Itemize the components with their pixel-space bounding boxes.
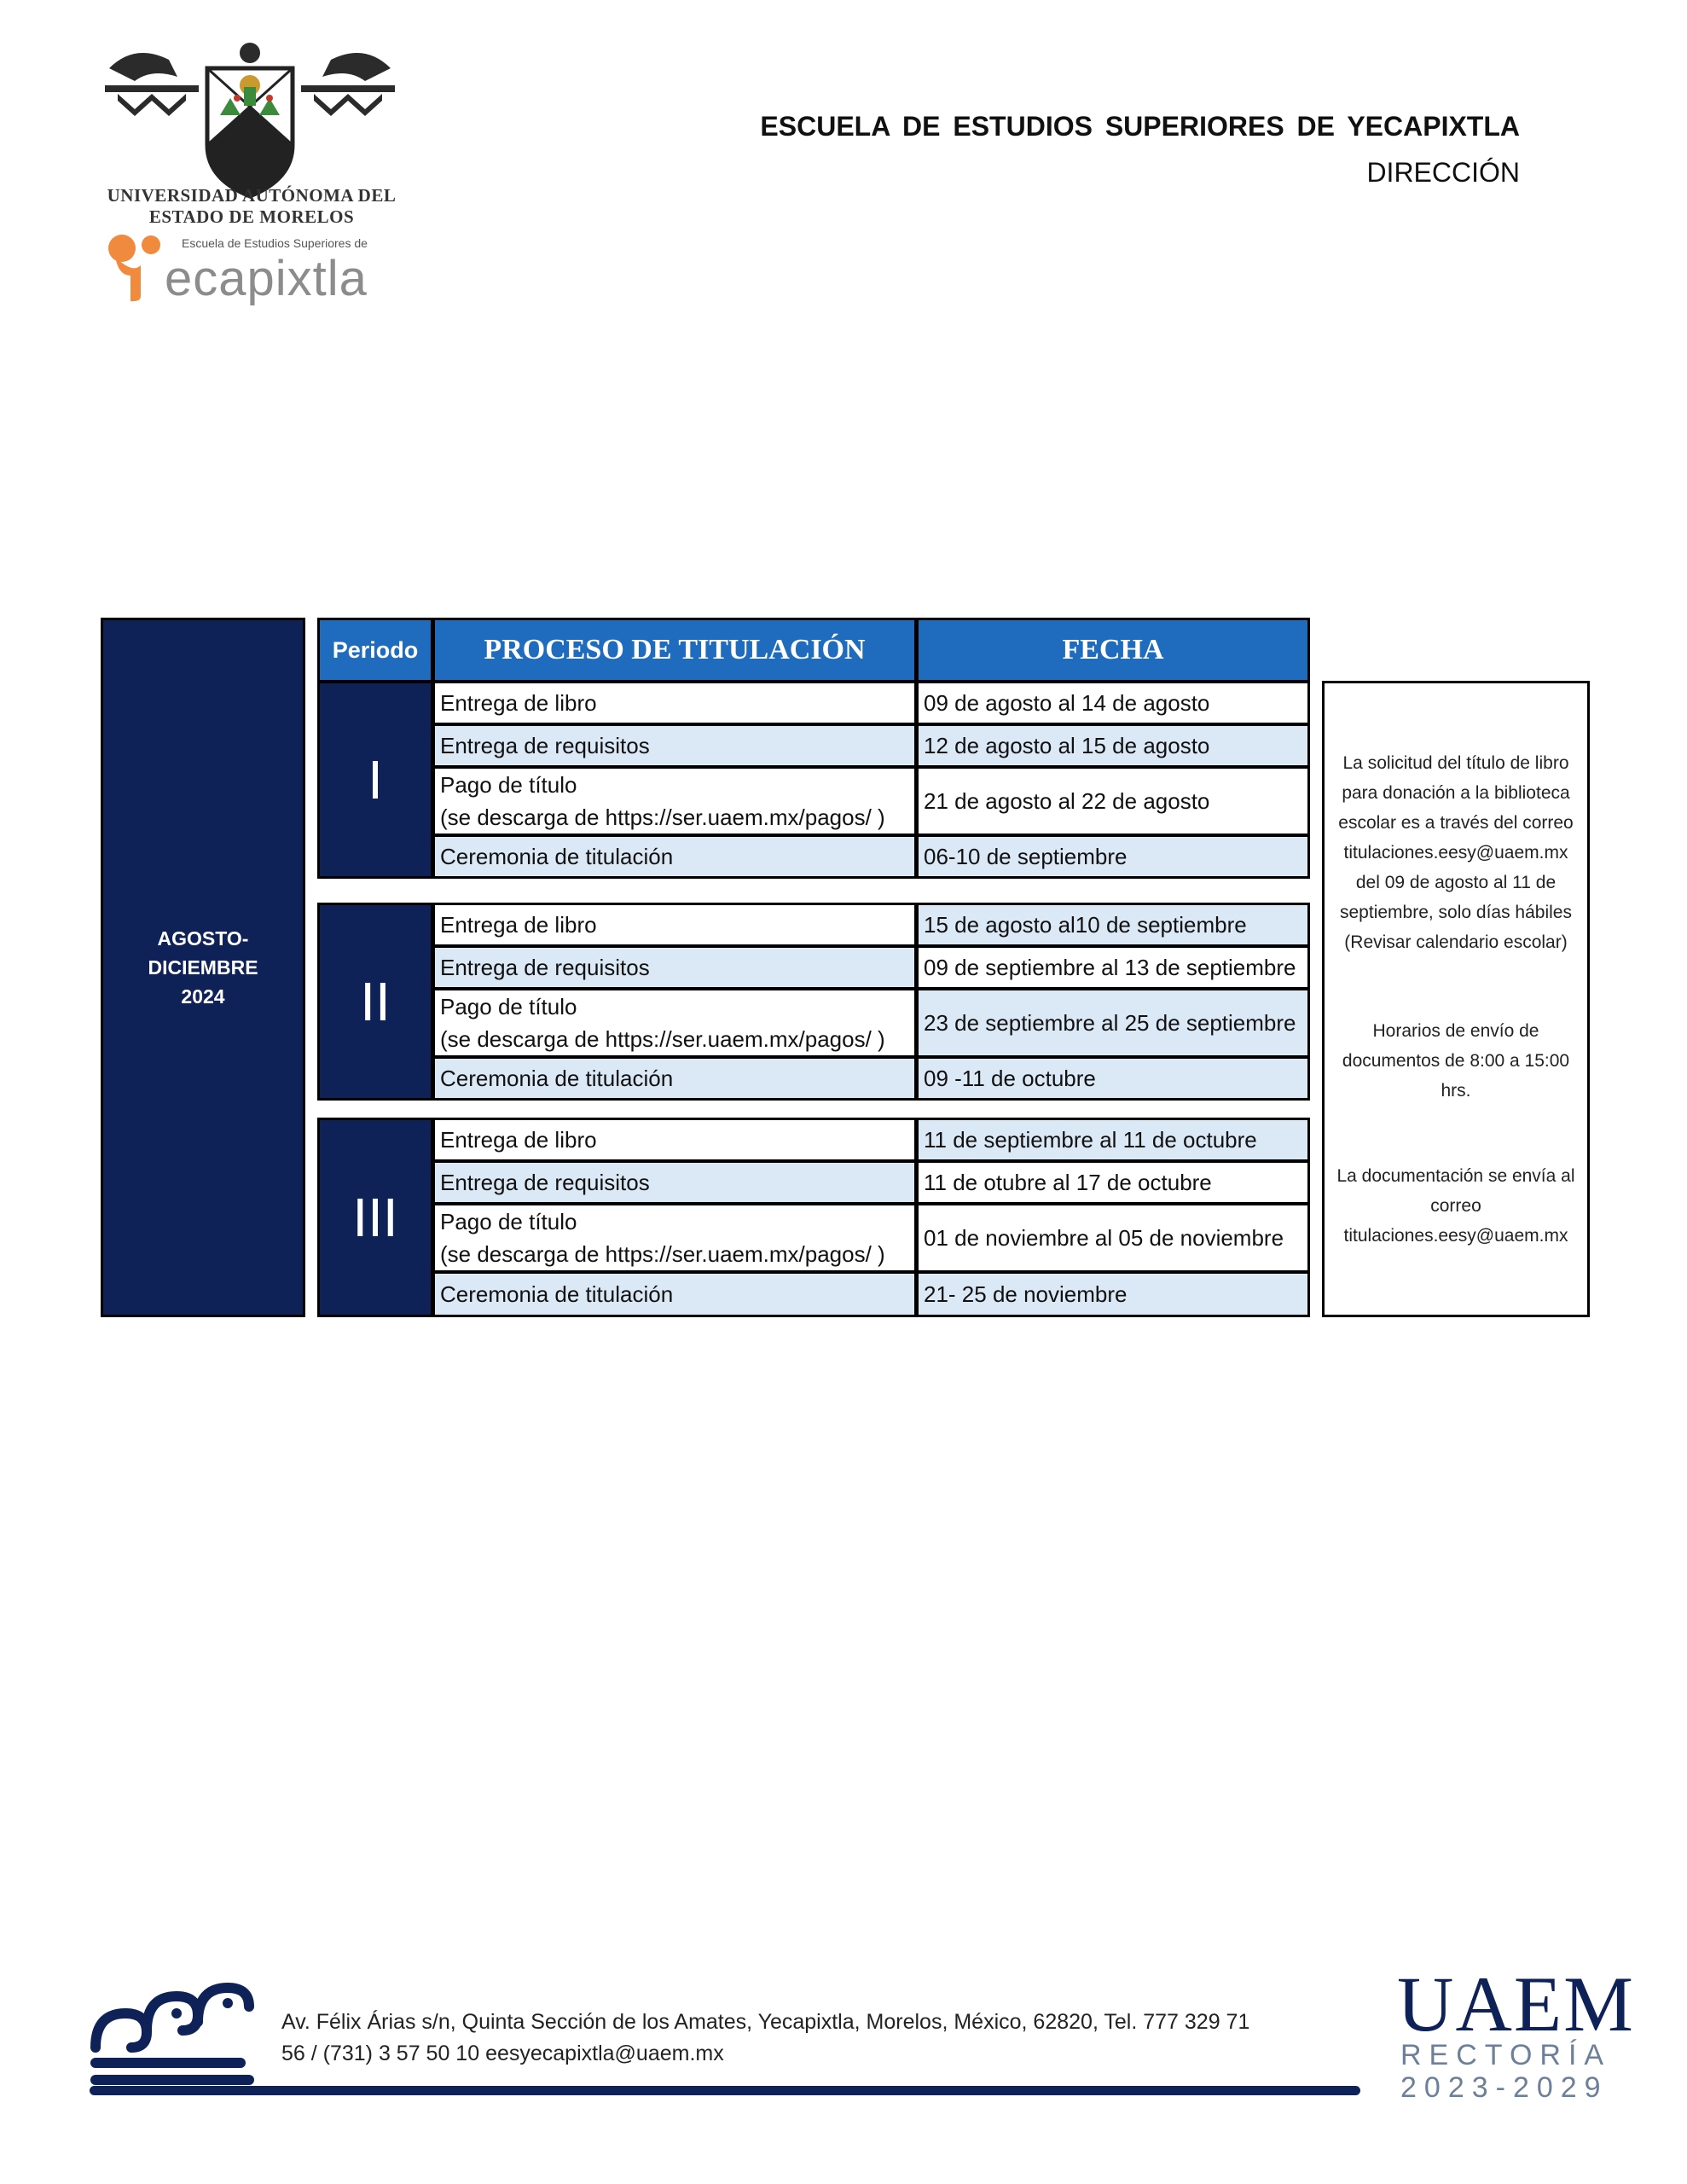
- table-row-fecha: 21- 25 de noviembre: [916, 1271, 1310, 1317]
- university-name-line1: UNIVERSIDAD AUTÓNOMA DEL: [107, 185, 397, 206]
- period-cell-3: III: [317, 1118, 433, 1317]
- period-cell-2: II: [317, 903, 433, 1101]
- table-row-proceso: Entrega de requisitos: [432, 1160, 917, 1205]
- university-name: [85, 185, 418, 228]
- proceso-line2: (se descarga de https://ser.uaem.mx/pagos/ ): [440, 804, 885, 830]
- table-row-proceso: [432, 988, 917, 1058]
- table-row-fecha: 11 de septiembre al 11 de octubre: [916, 1118, 1310, 1162]
- campus-sub-label: Escuela de Estudios Superiores de: [182, 236, 368, 250]
- campus-logo: [107, 226, 397, 306]
- table-row-proceso: Entrega de libro: [432, 681, 917, 725]
- uaem-wordmark: UAEM: [1397, 1960, 1635, 2048]
- proceso-line2: (se descarga de https://ser.uaem.mx/pagos/ ): [440, 1026, 885, 1052]
- footer-divider: [90, 2086, 1360, 2095]
- campus-wordmark: ecapixtla: [165, 251, 368, 306]
- semester-label: [103, 924, 303, 1011]
- table-row-proceso: Entrega de requisitos: [432, 945, 917, 990]
- header-proceso: PROCESO DE TITULACIÓN: [432, 618, 917, 682]
- university-name-line2: ESTADO DE MORELOS: [148, 206, 355, 227]
- note-donation: La solicitud del título de libro para donación a la biblioteca escolar es a través del correo titulaciones.eesy@uaem.mx del 09 de agosto al 11 de septiembre, solo días hábiles (Revisar calendario escolar): [1338, 753, 1574, 952]
- table-row-proceso: Ceremonia de titulación: [432, 834, 917, 879]
- table-row-fecha: 09 -11 de octubre: [916, 1056, 1310, 1101]
- semester-label-line1: AGOSTO-DICIEMBRE: [148, 927, 258, 979]
- table-row-fecha: 09 de septiembre al 13 de septiembre: [916, 945, 1310, 990]
- table-row-proceso: Entrega de requisitos: [432, 723, 917, 768]
- school-title: ESCUELA DE ESTUDIOS SUPERIORES DE YECAPIXTLA: [760, 111, 1520, 142]
- department-title: DIRECCIÓN: [1366, 157, 1520, 188]
- address-line1: Av. Félix Árias s/n, Quinta Sección de los Amates, Yecapixtla, Morelos, México, 62820, Tel. 777 329 71: [281, 2010, 1250, 2034]
- proceso-line1: Pago de título: [440, 994, 577, 1019]
- wave-glyph-logo: [87, 1962, 258, 2090]
- table-row-proceso: Entrega de libro: [432, 1118, 917, 1162]
- table-row-fecha: 23 de septiembre al 25 de septiembre: [916, 988, 1310, 1058]
- table-row-fecha: 01 de noviembre al 05 de noviembre: [916, 1203, 1310, 1273]
- header-periodo: Periodo: [317, 618, 433, 682]
- notes-box: [1322, 681, 1590, 1317]
- semester-band: [101, 618, 305, 1317]
- address-line2: 56 / (731) 3 57 50 10 eesyecapixtla@uaem.mx: [281, 2042, 724, 2065]
- header-fecha: FECHA: [916, 618, 1310, 682]
- table-row-proceso: [432, 1203, 917, 1273]
- proceso-line2: (se descarga de https://ser.uaem.mx/pagos/ ): [440, 1241, 885, 1267]
- table-row-proceso: Entrega de libro: [432, 903, 917, 947]
- proceso-line1: Pago de título: [440, 1209, 577, 1234]
- period-cell-1: I: [317, 681, 433, 879]
- table-row-fecha: 09 de agosto al 14 de agosto: [916, 681, 1310, 725]
- table-row-fecha: 15 de agosto al10 de septiembre: [916, 903, 1310, 947]
- note-email: La documentación se envía al correo titulaciones.eesy@uaem.mx: [1336, 1166, 1575, 1246]
- table-row-proceso: [432, 766, 917, 836]
- footer-address: [281, 2007, 1348, 2070]
- rectoria-label: RECTORÍA: [1400, 2039, 1612, 2071]
- semester-label-line2: 2024: [181, 985, 225, 1008]
- table-row-fecha: 21 de agosto al 22 de agosto: [916, 766, 1310, 836]
- proceso-line1: Pago de título: [440, 772, 577, 798]
- note-schedule: Horarios de envío de documentos de 8:00 a 15:00 hrs.: [1342, 1021, 1570, 1101]
- table-row-fecha: 12 de agosto al 15 de agosto: [916, 723, 1310, 768]
- rectoria-years: 2023-2029: [1400, 2071, 1609, 2104]
- table-row-fecha: 11 de otubre al 17 de octubre: [916, 1160, 1310, 1205]
- table-row-proceso: Ceremonia de titulación: [432, 1056, 917, 1101]
- table-row-proceso: Ceremonia de titulación: [432, 1271, 917, 1317]
- table-row-fecha: 06-10 de septiembre: [916, 834, 1310, 879]
